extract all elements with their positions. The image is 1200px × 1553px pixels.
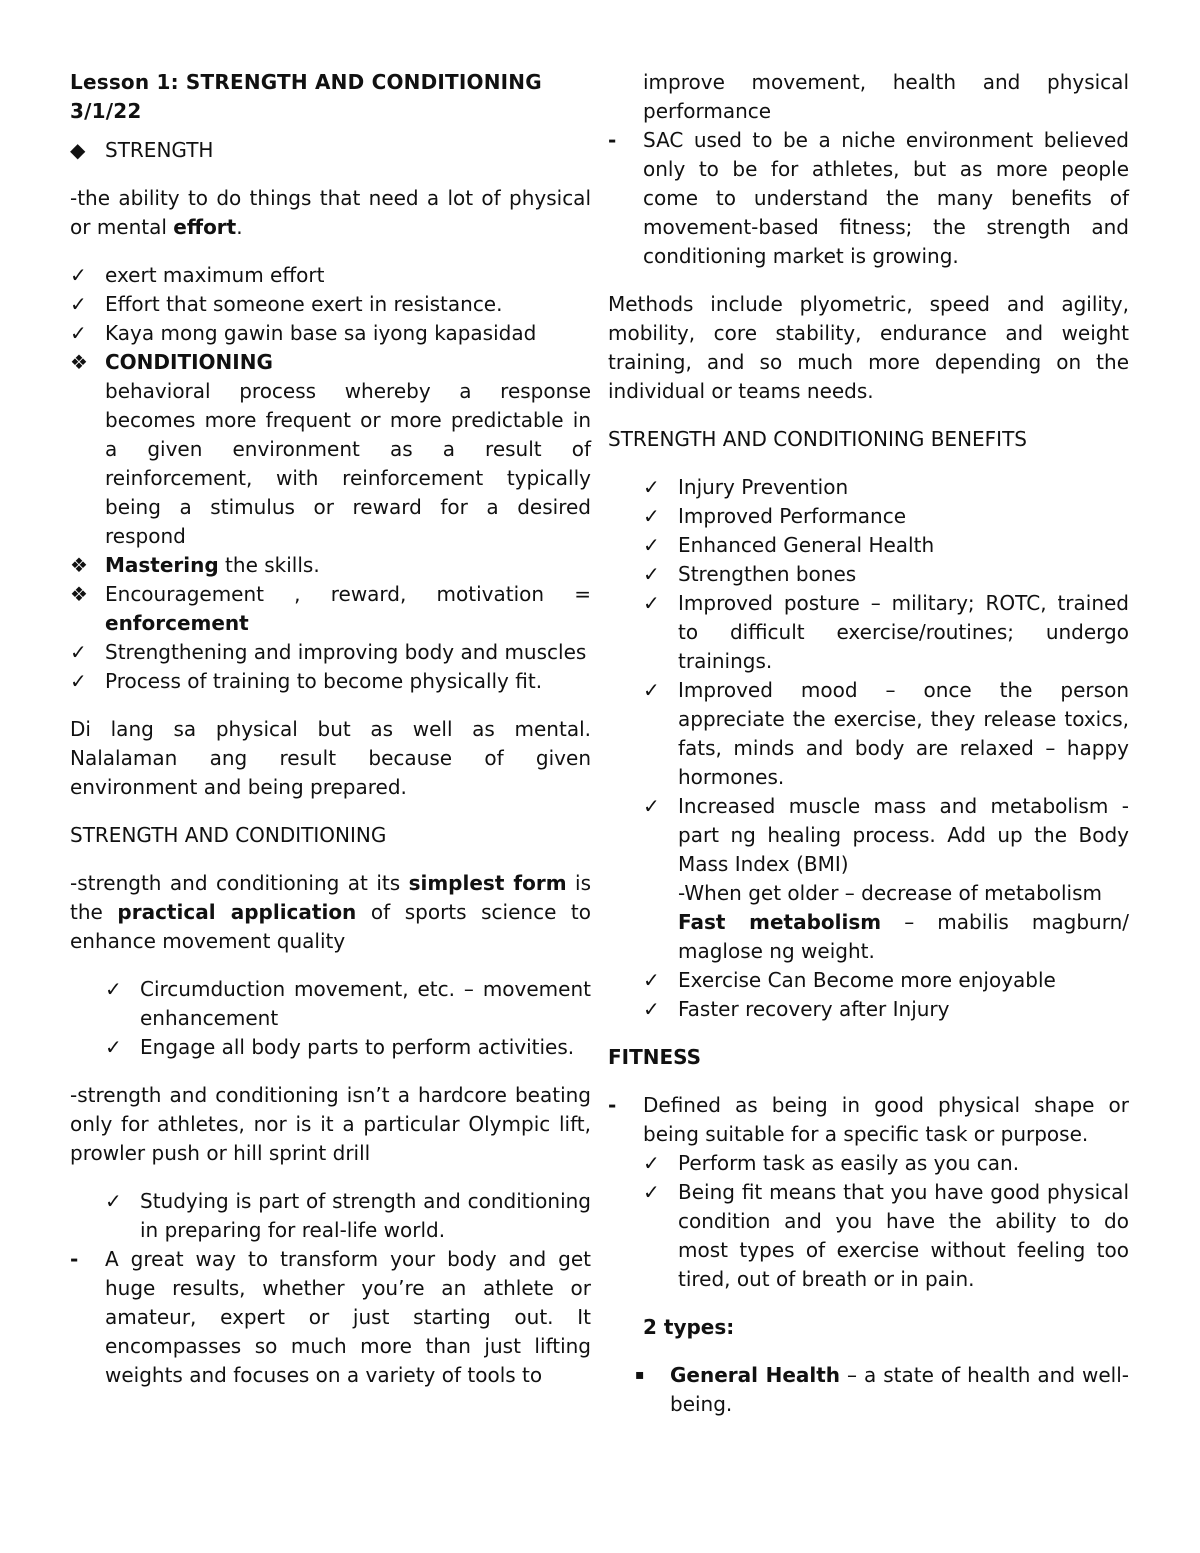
- list-item: ✓ Engage all body parts to perform activities.: [70, 1033, 591, 1062]
- check-icon: ✓: [70, 669, 87, 693]
- diamond-outline-icon: ❖: [70, 553, 88, 577]
- square-bullet-icon: ▪: [635, 1367, 645, 1383]
- lesson-title: Lesson 1: STRENGTH AND CONDITIONING 3/1/22: [70, 70, 542, 123]
- check-icon: ✓: [643, 968, 660, 992]
- list-item: ✓ Exercise Can Become more enjoyable: [608, 966, 1129, 995]
- list-item: ✓ Improved posture – military; ROTC, trained to difficult exercise/routines; undergo trainings.: [643, 591, 1129, 673]
- check-icon: ✓: [643, 504, 660, 528]
- check-icon: ✓: [105, 977, 122, 1001]
- mental-paragraph: Di lang sa physical but as well as mental. Nalalaman ang result because of given environment and being prepared.: [70, 717, 591, 799]
- check-icon: ✓: [643, 562, 660, 586]
- list-item: ✓ Kaya mong gawin base sa iyong kapasidad: [70, 319, 591, 348]
- older-note: -When get older – decrease of metabolism: [678, 881, 1103, 905]
- list-item: ✓ Circumduction movement, etc. – movement enhancement: [105, 977, 591, 1030]
- methods-paragraph: Methods include plyometric, speed and agility, mobility, core stability, endurance and weight training, and so much more depending on the individual or teams needs.: [608, 292, 1129, 403]
- sac-heading: STRENGTH AND CONDITIONING: [70, 823, 387, 847]
- list-item: ✓ Increased muscle mass and metabolism - part ng healing process. Add up the Body Mass Index (BMI): [643, 794, 1129, 876]
- dash-bullet-icon: -: [608, 128, 617, 152]
- list-item: ✓ Faster recovery after Injury: [608, 995, 1129, 1024]
- right-column: [608, 68, 1129, 1419]
- conditioning-definition: behavioral process whereby a response becomes more frequent or more predictable in a given environment as a result of reinforcement, with reinforcement typically being a stimulus or reward for a desired respond: [105, 379, 591, 548]
- check-icon: ✓: [643, 1180, 660, 1204]
- benefits-heading: STRENGTH AND CONDITIONING BENEFITS: [608, 427, 1027, 451]
- sac-definition: -strength and conditioning at its simplest form is the practical application of sports science to enhance movement quality: [70, 871, 592, 953]
- list-item: - Defined as being in good physical shape or being suitable for a specific task or purpose.: [608, 1093, 1129, 1146]
- check-icon: ✓: [643, 533, 660, 557]
- conditioning-heading: ❖ CONDITIONING: [70, 348, 591, 377]
- continuation-text: improve movement, health and physical performance: [643, 70, 1129, 123]
- check-icon: ✓: [105, 1035, 122, 1059]
- hardcore-paragraph: -strength and conditioning isn’t a hardcore beating only for athletes, nor is it a particular Olympic lift, prowler push or hill sprint drill: [70, 1083, 591, 1165]
- list-item: ❖ Mastering the skills.: [70, 551, 591, 580]
- dash-bullet-icon: -: [70, 1247, 79, 1271]
- list-item: ✓ Strengthen bones: [608, 560, 1129, 589]
- check-icon: ✓: [643, 794, 660, 818]
- check-icon: ✓: [643, 475, 660, 499]
- check-icon: ✓: [643, 678, 660, 702]
- diamond-outline-icon: ❖: [70, 350, 88, 374]
- list-item: ✓ Being fit means that you have good physical condition and you have the ability to do most types of exercise without feeling too tired, out of breath or in pain.: [643, 1180, 1129, 1291]
- list-item: ✓ Perform task as easily as you can.: [608, 1149, 1129, 1178]
- list-item: ✓ exert maximum effort: [70, 261, 591, 290]
- check-icon: ✓: [70, 321, 87, 345]
- list-item: ✓ Improved Performance: [608, 502, 1129, 531]
- list-item: ✓ Effort that someone exert in resistance.: [70, 290, 591, 319]
- check-icon: ✓: [70, 263, 87, 287]
- check-icon: ✓: [105, 1189, 122, 1213]
- list-item: ✓ Strengthening and improving body and muscles: [70, 638, 591, 667]
- dash-bullet-icon: -: [608, 1093, 617, 1117]
- fast-metabolism-note: Fast metabolism – mabilis magburn/ maglose ng weight.: [678, 910, 1130, 963]
- check-icon: ✓: [643, 1151, 660, 1175]
- list-item: ▪ General Health – a state of health and well-being.: [635, 1363, 1129, 1416]
- list-item: - SAC used to be a niche environment believed only to be for athletes, but as more people come to understand the many benefits of movement-based fitness; the strength and conditioning market is growing.: [608, 128, 1129, 268]
- check-icon: ✓: [643, 591, 660, 615]
- list-item: ✓ Process of training to become physically fit.: [70, 667, 591, 696]
- check-icon: ✓: [70, 640, 87, 664]
- list-item: ✓ Enhanced General Health: [608, 531, 1129, 560]
- strength-heading: ◆ STRENGTH: [70, 136, 591, 165]
- list-item: ❖ Encouragement , reward, motivation = enforcement: [70, 582, 591, 635]
- check-icon: ✓: [643, 997, 660, 1021]
- strength-definition: -the ability to do things that need a lot of physical or mental effort.: [70, 186, 591, 239]
- list-item: ✓ Improved mood – once the person appreciate the exercise, they release toxics, fats, minds and body are relaxed – happy hormones.: [643, 678, 1129, 789]
- diamond-outline-icon: ❖: [70, 582, 88, 606]
- diamond-bullet-icon: ◆: [70, 138, 86, 162]
- list-item: - A great way to transform your body and get huge results, whether you’re an athlete or amateur, expert or just starting out. It encompasses so much more than just lifting weights and focuses on a variety of tools to: [70, 1247, 591, 1387]
- list-item: ✓ Studying is part of strength and conditioning in preparing for real-life world.: [105, 1189, 591, 1242]
- types-heading: 2 types:: [643, 1315, 735, 1339]
- list-item: ✓ Injury Prevention: [608, 473, 1129, 502]
- check-icon: ✓: [70, 292, 87, 316]
- fitness-heading: FITNESS: [608, 1045, 702, 1069]
- left-column: [70, 68, 591, 1390]
